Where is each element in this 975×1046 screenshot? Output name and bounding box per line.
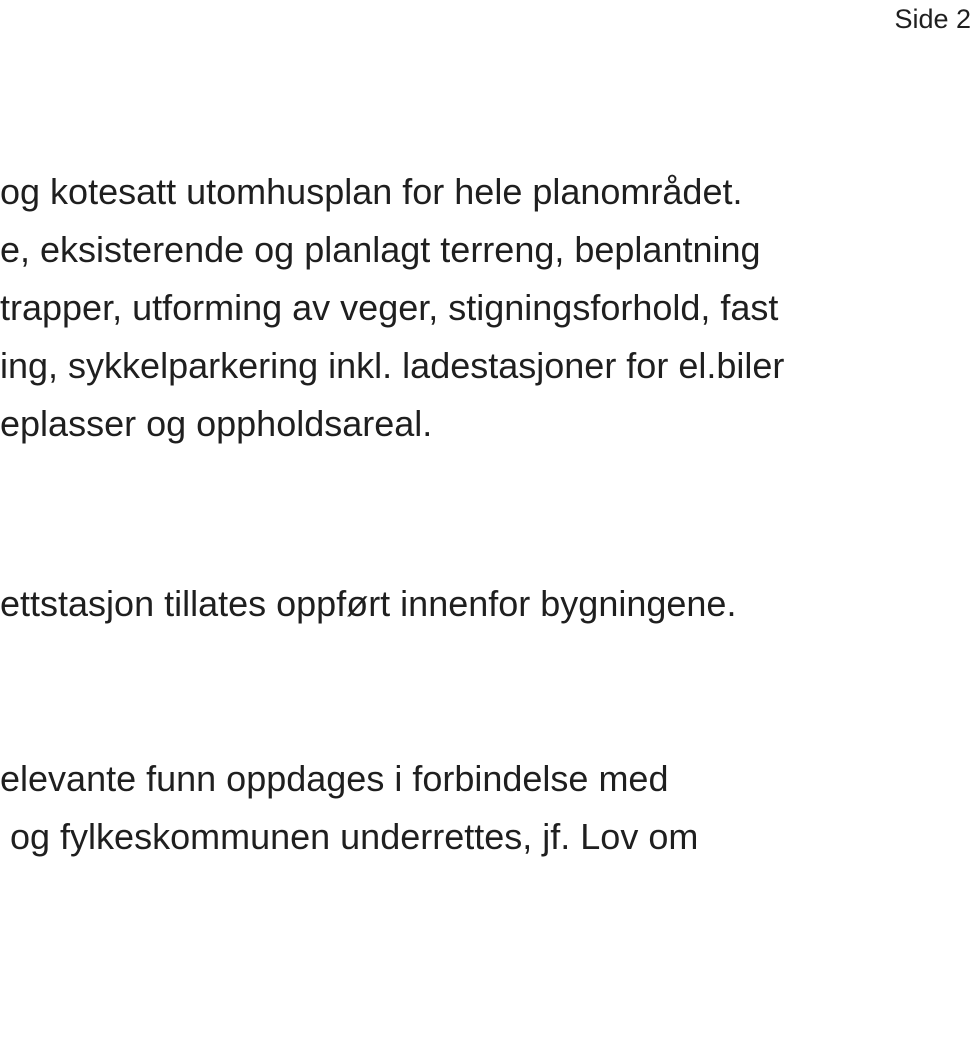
- text-block-nettstasjon: [0, 575, 975, 633]
- page-number: Side 2: [894, 4, 971, 34]
- text-line: trapper, utforming av veger, stigningsforhold, fast: [0, 287, 779, 328]
- text-line: e, eksisterende og planlagt terreng, beplantning: [0, 229, 761, 270]
- text-line: og kotesatt utomhusplan for hele planområdet.: [0, 171, 743, 212]
- text-line: eplasser og oppholdsareal.: [0, 403, 433, 444]
- text-line: ing, sykkelparkering inkl. ladestasjoner for el.biler: [0, 345, 785, 386]
- text-line: elevante funn oppdages i forbindelse med: [0, 758, 669, 799]
- text-line: ettstasjon tillates oppført innenfor bygningene.: [0, 583, 737, 624]
- text-block-utomhusplan: [0, 163, 975, 453]
- text-line: og fylkeskommunen underrettes, jf. Lov om: [0, 816, 699, 857]
- text-block-kulturminner: [0, 750, 975, 866]
